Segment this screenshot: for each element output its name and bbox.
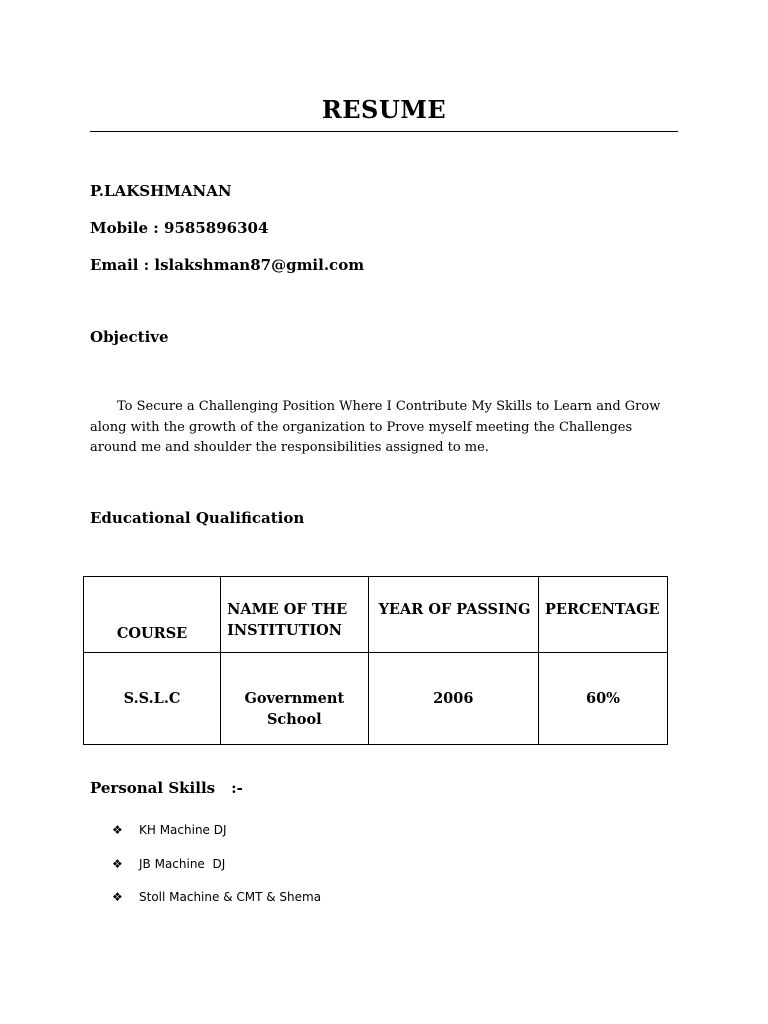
course-cell: S.S.L.C xyxy=(84,653,221,745)
objective-heading: Objective xyxy=(90,328,169,346)
skill-label: KH Machine DJ xyxy=(139,823,227,837)
column-header-year: YEAR OF PASSING xyxy=(368,577,538,653)
table-header-row xyxy=(84,577,668,653)
diamond-bullet-icon: ❖ xyxy=(112,856,123,871)
skill-label: JB Machine DJ xyxy=(139,856,226,871)
table-row xyxy=(84,653,668,745)
candidate-name: P.LAKSHMANAN xyxy=(90,182,232,200)
skill-label: Stoll Machine & CMT & Shema xyxy=(139,890,322,904)
institution-value: Government School xyxy=(244,689,345,728)
education-table xyxy=(83,576,668,745)
column-header-course: COURSE xyxy=(84,577,221,653)
education-heading: Educational Qualification xyxy=(90,509,305,527)
skills-heading xyxy=(90,777,243,799)
column-header-institution: NAME OF THE INSTITUTION xyxy=(221,577,369,653)
diamond-bullet-icon: ❖ xyxy=(112,890,123,904)
email-address: Email : lslakshman87@gmil.com xyxy=(90,256,365,274)
mobile-number: Mobile : 9585896304 xyxy=(90,219,269,237)
skills-heading-separator: :- xyxy=(231,779,243,797)
column-header-percentage: PERCENTAGE xyxy=(538,577,667,653)
skills-heading-label: Personal Skills xyxy=(90,779,216,797)
title-divider xyxy=(90,131,678,132)
percentage-cell: 60% xyxy=(538,653,667,745)
diamond-bullet-icon: ❖ xyxy=(112,823,123,837)
year-cell: 2006 xyxy=(368,653,538,745)
page-title: RESUME xyxy=(321,95,447,124)
objective-text: To Secure a Challenging Position Where I Contribute My Skills to Learn and Grow along with the growth of the organization to Prove myself meeting the Challenges around me and shoulder the responsibilities assigned to me. xyxy=(90,399,661,455)
institution-cell xyxy=(221,653,369,745)
